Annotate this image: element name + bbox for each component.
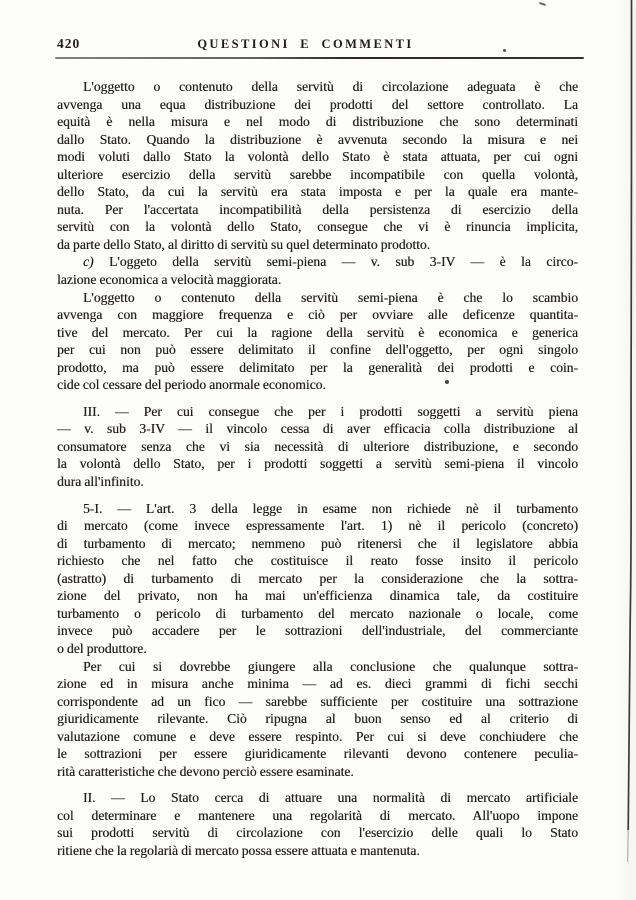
text-line: lazione economica a velocità maggiorata. bbox=[57, 272, 282, 288]
ink-speck bbox=[539, 2, 546, 6]
text-line: rità caratteristiche che devono perciò essere esaminate. bbox=[57, 763, 354, 779]
text-line: III. — Per cui consegue che per i prodotti soggetti a servitù piena bbox=[83, 403, 578, 419]
text-line: zione ed in misura anche minima — ad es. dieci grammi di fichi secchi bbox=[57, 676, 578, 692]
text-line: di turbamento di mercato; nemmeno può ritenersi che il legislatore abbia bbox=[57, 535, 578, 551]
text-line: nuta. Per l'accertata incompatibilità della persistenza di esercizio della bbox=[57, 201, 578, 217]
page-number: 420 bbox=[57, 36, 81, 51]
paragraph bbox=[57, 253, 578, 288]
text-line: la volontà dello Stato, per i prodotti soggetti a servitù semi-piena il vincolo bbox=[57, 456, 578, 472]
text-line: richiesto che nel fatto che costituisce il reato fosse insito il pericolo bbox=[57, 553, 578, 569]
running-title: QUESTIONI E COMMENTI bbox=[197, 37, 414, 51]
text-line: 5-I. — L'art. 3 della legge in esame non richiede nè il turbamento bbox=[83, 500, 578, 516]
text-line: invece può accadere per le sottrazioni dell'industriale, del commerciante bbox=[57, 623, 578, 639]
text-line: da parte dello Stato, al diritto di servitù su quel determinato prodotto. bbox=[57, 236, 431, 252]
text-line: modi voluti dallo Stato la volontà dello Stato è stata attuata, per cui ogni bbox=[57, 149, 578, 165]
text-line: prodotto, ma può essere delimitato per la generalità dei prodotti e coin- bbox=[57, 359, 578, 375]
paragraph bbox=[57, 289, 578, 394]
text-line: le sottrazioni per essere giuridicamente rilevanti devono contenere peculia- bbox=[57, 746, 578, 762]
text-line: cide col cessare del periodo anormale economico. bbox=[57, 377, 326, 393]
text-line: avvenga una equa distribuzione dei prodotti del settore controllato. La bbox=[57, 96, 578, 112]
text-line: equità è nella misura e nel modo di distribuzione che sono determinati bbox=[57, 114, 578, 130]
text-line: L'oggetto o contenuto della servitù semi-piena è che lo scambio bbox=[83, 289, 578, 305]
text-line: servitù con la volontà dello Stato, consegue che vi è rinuncia implicita, bbox=[57, 219, 578, 235]
text-line: dallo Stato. Quando la distribuzione è avvenuta secondo la misura e nei bbox=[57, 131, 578, 147]
text-line: di mercato (come invece espressamente l'art. 1) nè il pericolo (concreto) bbox=[57, 518, 578, 534]
scan-edge-artifact bbox=[622, 0, 636, 870]
text-line: II. — Lo Stato cerca di attuare una normalità di mercato artificiale bbox=[83, 790, 578, 806]
text-line: ulteriore esercizio della servitù sarebbe incompatibile con quella volontà, bbox=[57, 166, 578, 182]
paragraph bbox=[57, 78, 578, 253]
paragraph bbox=[57, 500, 578, 658]
header-rule bbox=[55, 57, 584, 59]
text-line: (astratto) di turbamento di mercato per la considerazione che la sottra- bbox=[57, 570, 578, 586]
text-line: per cui non può essere delimitato il confine dell'oggetto, per ogni singolo bbox=[57, 342, 578, 358]
text-line: ritiene che la regolarià di mercato possa essere attuata e mantenuta. bbox=[57, 842, 420, 858]
text-line: avvenga con maggiore frequenza e ciò per ovviare alle deficenze quantita- bbox=[57, 307, 578, 323]
paragraph bbox=[57, 403, 578, 491]
text-line: tive del mercato. Per cui la ragione della servitù è economica e generica bbox=[57, 324, 578, 340]
text-line: giuridicamente rilevante. Ciò ripugna al buon senso ed al criterio di bbox=[57, 711, 578, 727]
ink-speck bbox=[503, 49, 506, 52]
ink-speck bbox=[445, 380, 449, 384]
text-line: sui prodotti servitù di circolazione con l'esercizio delle quali lo Stato bbox=[57, 825, 578, 841]
text-line: col determinare e mantenere una regolarità di mercato. All'uopo impone bbox=[57, 807, 578, 823]
text-line: Per cui si dovrebbe giungere alla conclusione che qualunque sottra- bbox=[83, 658, 578, 674]
text-line: L'oggetto o contenuto della servitù di circolazione adeguata è che bbox=[83, 79, 578, 94]
text-line: turbamento o pericolo di turbamento del mercato nazionale o locale, come bbox=[57, 605, 578, 621]
text-line: c) L'oggeto della servitù semi-piena — v. sub 3-IV — è la circo- bbox=[83, 254, 578, 270]
text-line: valutazione comune e deve essere respinto. Per cui si deve conchiudere che bbox=[57, 728, 578, 744]
text-line: corrispondente ad un fico — sarebbe sufficiente per costituire una sottrazione bbox=[57, 693, 578, 709]
paragraph bbox=[57, 658, 578, 781]
text-line: dello Stato, da cui la servitù era stata imposta e per la quale era mante- bbox=[57, 184, 578, 200]
page-body bbox=[57, 78, 578, 860]
text-line: — v. sub 3-IV — il vincolo cessa di aver efficacia colla distribuzione al bbox=[57, 421, 578, 437]
page-header bbox=[57, 36, 578, 54]
italic-lead: c) bbox=[83, 254, 94, 270]
paragraph bbox=[57, 789, 578, 859]
text-line: zione del privato, non ha mai un'efficienza dinamica tale, da costituire bbox=[57, 588, 578, 604]
text-line: dura all'infinito. bbox=[57, 474, 144, 490]
text-line: o del produttore. bbox=[57, 640, 147, 656]
text-line: consumatore senza che vi sia necessità di ulteriore distribuzione, e secondo bbox=[57, 438, 578, 454]
